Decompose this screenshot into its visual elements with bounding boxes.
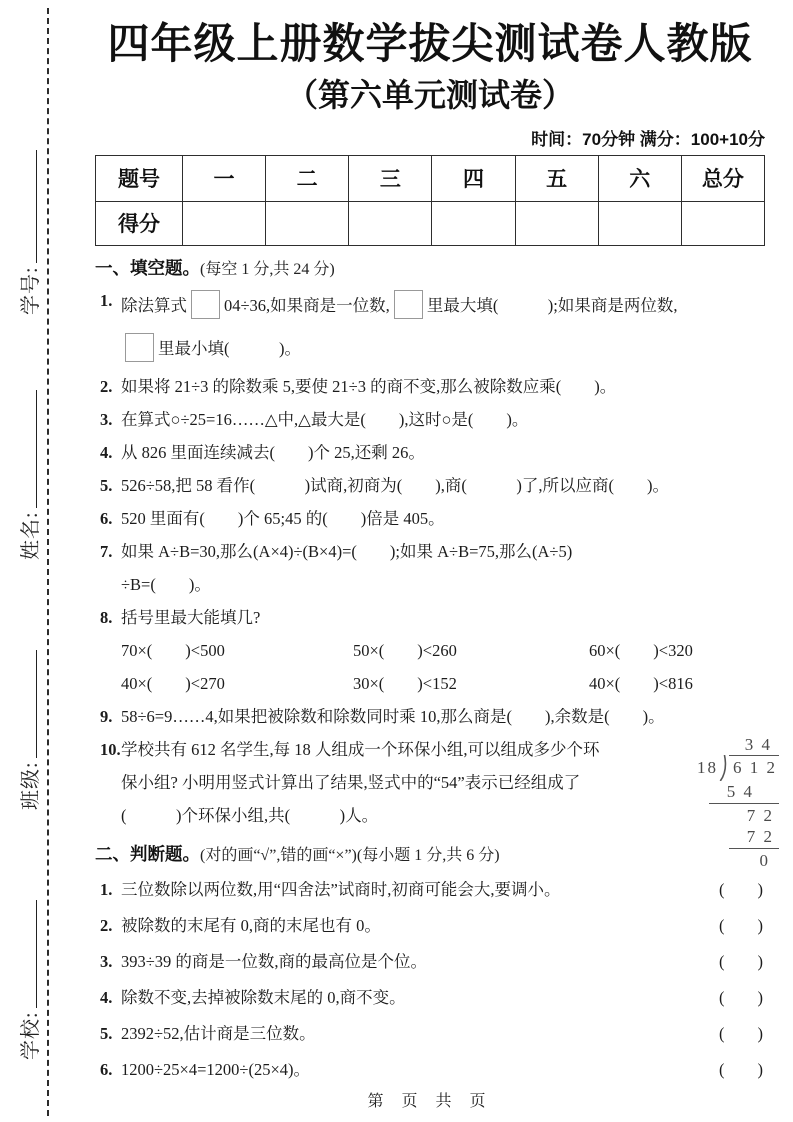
inequality-item: 60×( )<320: [589, 640, 693, 660]
long-division-dividend: 6 1 2: [729, 755, 779, 781]
fill-question-2: [95, 370, 765, 403]
long-division-main-row: [695, 755, 779, 781]
score-row-label: 得分: [96, 201, 183, 245]
question-number: 1.: [100, 290, 113, 310]
page-title: 四年级上册数学拔尖测试卷人教版: [107, 20, 753, 67]
student-number-blank-line: [36, 150, 37, 263]
fill-question-5: [95, 469, 765, 502]
judgement-text: 除数不变,去掉被除数末尾的 0,商不变。: [121, 987, 406, 1007]
question-number: 4.: [100, 987, 113, 1007]
judgement-text: 1200÷25×4=1200÷(25×4)。: [121, 1059, 311, 1079]
long-division-rule: [709, 803, 779, 804]
score-cell-empty: [266, 201, 349, 245]
inequality-item: 40×( )<270: [121, 673, 225, 693]
long-division-step: 7 2: [746, 827, 774, 846]
section1-heading: [95, 254, 765, 284]
score-table-score-row: [96, 201, 765, 245]
answer-blank: ( ): [719, 1023, 763, 1043]
question-text-segment: 括号里最大能填几?: [121, 607, 261, 627]
sidebar-field-name: [14, 390, 42, 560]
fill-question-6: [95, 502, 765, 535]
question-text: 在算式○÷25=16……△中,△最大是( ),这时○是( )。: [121, 409, 529, 429]
question-text: 如果将 21÷3 的除数乘 5,要使 21÷3 的商不变,那么被除数应乘( )。: [121, 376, 617, 396]
binding-dashed-line: [47, 8, 49, 1116]
section2-title: 二、判断题。: [95, 843, 200, 864]
question-number: 8.: [100, 607, 113, 627]
student-number-label: 学号:: [19, 266, 42, 315]
judgement-item-3: [95, 944, 765, 980]
main-content: [95, 18, 765, 1088]
long-division-divisor: 18: [697, 758, 718, 777]
fill-question-3: [95, 403, 765, 436]
question-text: [121, 601, 765, 700]
inequality-grid: [121, 634, 765, 700]
score-cell-empty: [598, 201, 681, 245]
question-text-segment: 里最大填( );如果商是两位数,: [426, 295, 678, 315]
fill-question-9: [95, 700, 765, 733]
question-text-segment: 里最小填( )。: [158, 338, 301, 358]
score-table-header-cell: 四: [432, 155, 515, 201]
question-number: 2.: [100, 915, 113, 935]
answer-blank: ( ): [719, 879, 763, 899]
judgement-list: [95, 872, 765, 1088]
judgement-text: 2392÷52,估计商是三位数。: [121, 1023, 316, 1043]
question-number: 6.: [100, 1059, 113, 1079]
question-number: 4.: [100, 442, 113, 462]
name-label: 姓名:: [19, 511, 42, 560]
class-blank-line: [36, 650, 37, 758]
long-division-rule: [729, 848, 779, 849]
score-table-header-cell: 总分: [681, 155, 764, 201]
judgement-item-5: [95, 1016, 765, 1052]
question-text: 526÷58,把 58 看作( )试商,初商为( ),商( )了,所以应商( )。: [121, 475, 670, 495]
section2-heading: [95, 840, 765, 870]
fill-question-7: [95, 535, 765, 601]
question-number: 5.: [100, 1023, 113, 1043]
score-table-header-cell: 三: [349, 155, 432, 201]
school-blank-line: [36, 900, 37, 1008]
question-text-segment: ( )个环保小组,共( )人。: [121, 805, 379, 825]
score-table-header-cell: 五: [515, 155, 598, 201]
question-text-segment: 学校共有 612 名学生,每 18 人组成一个环保小组,可以组成多少个环: [121, 739, 600, 759]
question-text-segment: 04÷36,如果商是一位数,: [224, 295, 390, 315]
time-and-score-info: 时间：70分钟 满分：100+10分: [531, 129, 765, 149]
answer-blank: ( ): [719, 987, 763, 1007]
judgement-text: 三位数除以两位数,用“四舍法”试商时,初商可能会大,要调小。: [121, 879, 561, 899]
answer-blank: ( ): [719, 951, 763, 971]
score-cell-empty: [515, 201, 598, 245]
blank-square-box: [125, 333, 154, 362]
question-text-segment: 保小组? 小明用竖式计算出了结果,竖式中的“54”表示已经组成了: [121, 772, 581, 792]
inequality-item: 30×( )<152: [353, 673, 457, 693]
sidebar-field-student-number: [14, 150, 42, 315]
page-subtitle: （第六单元测试卷）: [285, 77, 574, 114]
blank-square-box: [191, 290, 220, 319]
long-division-step: 7 2: [746, 806, 774, 825]
question-text: 从 826 里面连续减去( )个 25,还剩 26。: [121, 442, 425, 462]
long-division-quotient: 3 4: [744, 735, 772, 754]
question-number: 3.: [100, 951, 113, 971]
question-number: 2.: [100, 376, 113, 396]
score-table-header-cell: 题号: [96, 155, 183, 201]
question-number: 9.: [100, 706, 113, 726]
division-bracket-icon: [719, 755, 729, 781]
school-label: 学校:: [19, 1011, 42, 1060]
section2-note: (对的画“√”,错的画“×”)(每小题 1 分,共 6 分): [200, 846, 500, 864]
judgement-item-1: [95, 872, 765, 908]
question-text: 58÷6=9……4,如果把被除数和除数同时乘 10,那么商是( ),余数是( )。: [121, 706, 665, 726]
long-division-step: 5 4: [726, 782, 754, 801]
score-cell-empty: [349, 201, 432, 245]
fill-question-8: [95, 601, 765, 700]
question-number: 3.: [100, 409, 113, 429]
score-table-header-cell: 一: [182, 155, 265, 201]
question-number: 7.: [100, 541, 113, 561]
inequality-item: 50×( )<260: [353, 640, 457, 660]
score-cell-empty: [182, 201, 265, 245]
question-text: 520 里面有( )个 65;45 的( )倍是 405。: [121, 508, 445, 528]
judgement-text: 393÷39 的商是一位数,商的最高位是个位。: [121, 951, 428, 971]
class-label: 班级:: [19, 761, 42, 810]
question-text: [121, 535, 765, 601]
fill-question-4: [95, 436, 765, 469]
inequality-item: 70×( )<500: [121, 640, 225, 660]
score-table: [95, 155, 765, 246]
fill-question-1: [95, 284, 765, 370]
sidebar-field-school: [14, 900, 42, 1060]
answer-blank: ( ): [719, 915, 763, 935]
question-number: 1.: [100, 879, 113, 899]
question-text-segment: 除法算式: [121, 295, 187, 315]
judgement-text: 被除数的末尾有 0,商的末尾也有 0。: [121, 915, 381, 935]
long-division-figure: [695, 734, 779, 871]
name-blank-line: [36, 390, 37, 508]
fill-question-10: [95, 733, 765, 832]
question-number: 6.: [100, 508, 113, 528]
inequality-item: 40×( )<816: [589, 673, 693, 693]
question-text: [121, 733, 765, 832]
judgement-item-4: [95, 980, 765, 1016]
sidebar-field-class: [14, 650, 42, 810]
judgement-item-6: [95, 1052, 765, 1088]
section1-title: 一、填空题。: [95, 257, 200, 278]
question-number: 5.: [100, 475, 113, 495]
score-cell-empty: [432, 201, 515, 245]
answer-blank: ( ): [719, 1059, 763, 1079]
score-table-header-cell: 二: [266, 155, 349, 201]
long-division-remainder: 0: [759, 851, 770, 870]
score-cell-empty: [681, 201, 764, 245]
score-table-header-row: [96, 155, 765, 201]
question-text-segment: ÷B=( )。: [121, 574, 211, 594]
question-number: 10.: [100, 739, 121, 759]
section1-note: (每空 1 分,共 24 分): [200, 260, 335, 278]
question-text: [121, 284, 765, 370]
question-text-segment: 如果 A÷B=30,那么(A×4)÷(B×4)=( );如果 A÷B=75,那么(A÷5): [121, 541, 573, 561]
blank-square-box: [394, 290, 423, 319]
page-footer: 第 页 共 页: [367, 1093, 493, 1110]
score-table-header-cell: 六: [598, 155, 681, 201]
judgement-item-2: [95, 908, 765, 944]
